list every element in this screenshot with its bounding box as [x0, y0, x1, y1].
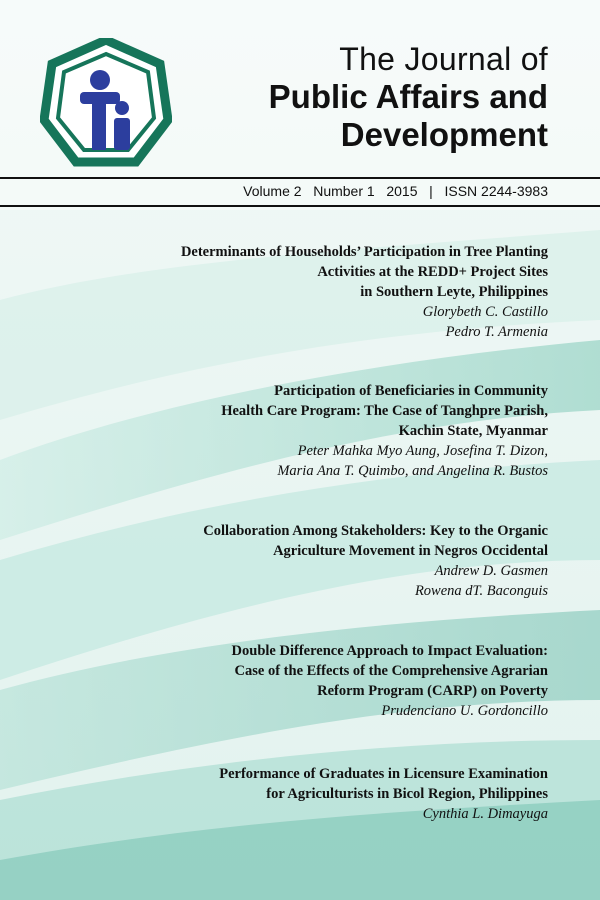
bottom-rule: [0, 205, 600, 207]
article-title-line: Determinants of Households’ Participation in Tree Planting: [180, 244, 548, 260]
issue-info: Volume 2 Number 1 2015 | ISSN 2244-3983: [243, 183, 548, 199]
journal-title-line-1: The Journal of: [339, 41, 548, 77]
article-title-line: Activities at the REDD+ Project Sites: [317, 264, 548, 280]
article-author-line: Rowena dT. Baconguis: [414, 583, 548, 599]
article-author-line: Maria Ana T. Quimbo, and Angelina R. Bustos: [277, 463, 548, 479]
article-title-line: Reform Program (CARP) on Poverty: [317, 683, 548, 699]
journal-logo: [40, 38, 172, 170]
article-author-line: Cynthia L. Dimayuga: [422, 806, 548, 822]
article-authors: [219, 804, 548, 824]
article-3: [203, 521, 548, 601]
article-title-line: Double Difference Approach to Impact Evaluation:: [231, 643, 548, 659]
article-4: [232, 641, 548, 721]
journal-masthead: [269, 40, 548, 154]
article-title-line: Participation of Beneficiaries in Community: [274, 383, 548, 399]
article-title-line: Collaboration Among Stakeholders: Key to the Organic: [203, 523, 548, 539]
article-title: [221, 381, 548, 441]
article-authors: [181, 302, 548, 342]
article-title: [181, 242, 548, 302]
article-title: [203, 521, 548, 561]
top-rule: [0, 177, 600, 179]
journal-title-line-3: Development: [340, 116, 548, 153]
article-title-line: Case of the Effects of the Comprehensive Agrarian: [234, 663, 548, 679]
article-2: [221, 381, 548, 481]
article-authors: [232, 701, 548, 721]
article-title-line: Agriculture Movement in Negros Occidental: [273, 543, 548, 559]
article-title: [232, 641, 548, 701]
article-title-line: Performance of Graduates in Licensure Examination: [219, 766, 548, 782]
article-title: [219, 764, 548, 804]
article-5: [219, 764, 548, 824]
article-author-line: Pedro T. Armenia: [445, 324, 548, 340]
article-1: [181, 242, 548, 342]
article-authors: [203, 561, 548, 601]
article-author-line: Prudenciano U. Gordoncillo: [381, 703, 548, 719]
article-title-line: Kachin State, Myanmar: [398, 423, 548, 439]
article-author-line: Andrew D. Gasmen: [434, 563, 548, 579]
article-author-line: Peter Mahka Myo Aung, Josefina T. Dizon,: [297, 443, 548, 459]
article-authors: [221, 441, 548, 481]
article-title-line: in Southern Leyte, Philippines: [360, 284, 548, 300]
article-title-line: for Agriculturists in Bicol Region, Philippines: [266, 786, 548, 802]
journal-title-line-2: Public Affairs and: [268, 78, 548, 115]
article-author-line: Glorybeth C. Castillo: [422, 304, 548, 320]
article-title-line: Health Care Program: The Case of Tanghpre Parish,: [221, 403, 548, 419]
